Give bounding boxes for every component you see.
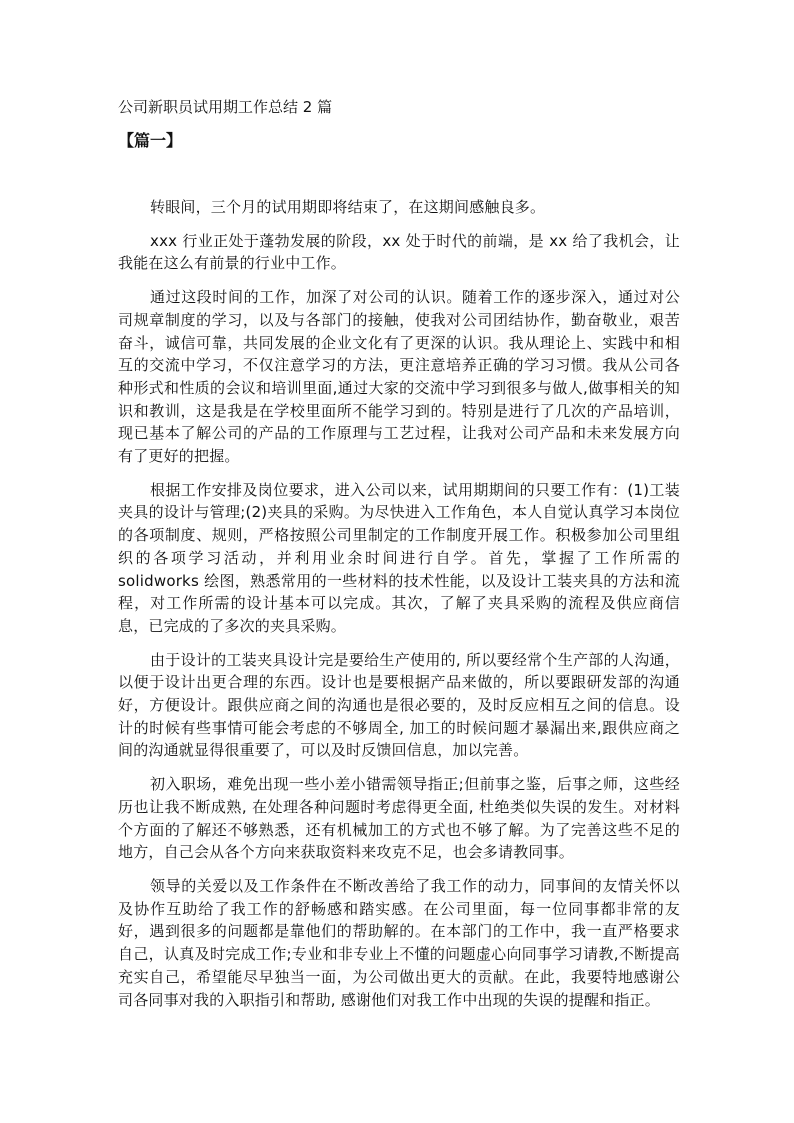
paragraph: 初入职场，难免出现一些小差小错需领导指正;但前事之鉴，后事之师，这些经历也让我不断成熟, 在处理各种问题时考虑得更全面, 杜绝类似失误的发生。对材料个方面的了解还不够熟悉，还有机械加工的方式也不够了解。为了完善这些不足的地方，自己会从各个方向来获取资料来攻克不足，也会多请教同事。 bbox=[118, 775, 680, 862]
paragraph: 由于设计的工装夹具设计完是要给生产使用的, 所以要经常个生产部的人沟通，以便于设计出更合理的东西。设计也是要根据产品来做的，所以要跟研发部的沟通好，方便设计。跟供应商之间的沟通也是很必要的，及时反应相互之间的信息。设计的时候有些事情可能会考虑的不够周全, 加工的时候问题才暴漏出来,跟供应商之间的沟通就显得很重要了，可以及时反馈回信息，加以完善。 bbox=[118, 650, 680, 760]
document-title: 公司新职员试用期工作总结 2 篇 bbox=[118, 98, 333, 116]
paragraph: 领导的关爱以及工作条件在不断改善给了我工作的动力，同事间的友情关怀以及协作互助给了我工作的舒畅感和踏实感。在公司里面，每一位同事都非常的友好，遇到很多的问题都是靠他们的帮助解的。在本部门的工作中，我一直严格要求自己，认真及时完成工作;专业和非专业上不懂的问题虚心向同事学习请教,不断提高充实自己，希望能尽早独当一面，为公司做出更大的贡献。在此，我要特地感谢公司各同事对我的入职指引和帮助, 感谢他们对我工作中出现的失误的提醒和指正。 bbox=[118, 876, 680, 1009]
document-body bbox=[118, 196, 680, 1022]
paragraph: 通过这段时间的工作，加深了对公司的认识。随着工作的逐步深入，通过对公司规章制度的学习，以及与各部门的接触，使我对公司团结协作，勤奋敬业，艰苦奋斗，诚信可靠，共同发展的企业文化有了更深的认识。我从理论上、实践中和相互的交流中学习，不仅注意学习的方法，更注意培养正确的学习习惯。我从公司各种形式和性质的会议和培训里面,通过大家的交流中学习到很多与做人,做事相关的知识和教训，这是我是在学校里面所不能学习到的。特别是进行了几次的产品培训，现已基本了解公司的产品的工作原理与工艺过程，让我对公司产品和未来发展方向有了更好的把握。 bbox=[118, 288, 680, 466]
paragraph: 根据工作安排及岗位要求，进入公司以来，试用期期间的只要工作有：(1)工装夹具的设计与管理;(2)夹具的采购。为尽快进入工作角色，本人自觉认真学习本岗位的各项制度、规则，严格按照公司里制定的工作制度开展工作。积极参加公司里组织的各项学习活动，并利用业余时间进行自学。首先，掌握了工作所需的 solidworks 绘图，熟悉常用的一些材料的技术性能，以及设计工装夹具的方法和流程，对工作所需的设计基本可以完成。其次，了解了夹具采购的流程及供应商信息，已完成的了多次的夹具采购。 bbox=[118, 480, 680, 635]
section-heading: 【篇一】 bbox=[118, 131, 183, 150]
paragraph: xxx 行业正处于蓬勃发展的阶段，xx 处于时代的前端，是 xx 给了我机会，让我能在这么有前景的行业中工作。 bbox=[118, 231, 680, 273]
paragraph: 转眼间，三个月的试用期即将结束了，在这期间感触良多。 bbox=[150, 198, 546, 216]
